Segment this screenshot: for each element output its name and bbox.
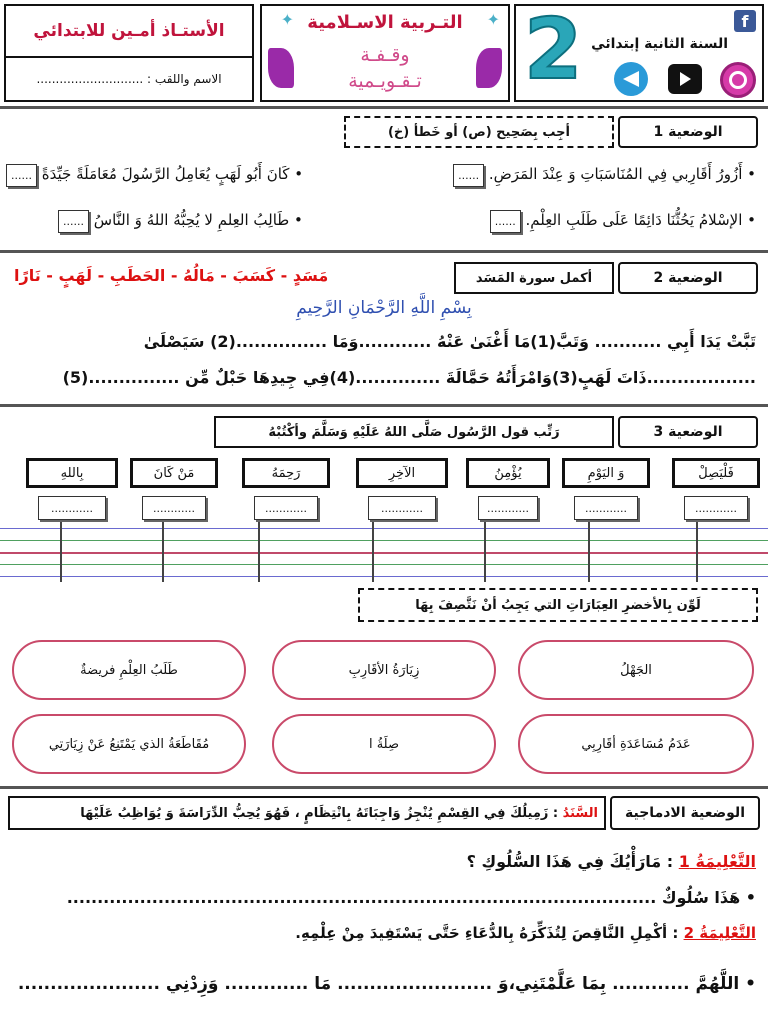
header-teacher-box: [4, 4, 254, 102]
eval-title-line2: تـقـويـمية: [348, 70, 422, 92]
dua-line[interactable]: [18, 974, 756, 994]
tf-item-1-blank[interactable]: ......: [453, 164, 484, 187]
color-instruction: لَوِّن بِالأخضرِ العِبَارَاتِ التي يَجِبُ أنْ نَتَّصِفَ بِهَا: [358, 588, 758, 622]
cloud-option-5[interactable]: صِلَةُ ا: [272, 714, 496, 774]
tf-item-2: [6, 164, 303, 187]
writing-lines: [0, 522, 768, 582]
order-answer-box[interactable]: ............: [142, 496, 206, 520]
sanad-label: السَّنَدُ: [562, 805, 598, 821]
grade-number: 2: [524, 0, 583, 98]
word-bank: مَسَدٍ - كَسَبَ - مَالُهُ - الحَطَبِ - لَهَبٍ - نَارًا: [14, 266, 329, 285]
line-tick: [696, 522, 698, 582]
facebook-icon: f: [734, 10, 756, 32]
instagram-icon: [720, 62, 756, 98]
task-2-text: : أكْمِلِ النَّاقِصَ لِتُذَكِّرَهُ بِالدُّعَاءِ حَتَّى يَسْتَفِيدَ مِنْ عِلْمِهِ.: [295, 924, 679, 942]
divider: [0, 404, 768, 407]
line-tick: [162, 522, 164, 582]
eval-title-line1: وقـفـة: [360, 44, 410, 66]
order-answer-box[interactable]: ............: [574, 496, 638, 520]
subject-title: التـربية الاسـلامية: [307, 12, 463, 33]
divider: [0, 250, 768, 253]
tf-item-1-text: أَزُورُ أَقَارِبي فِي المُنَاسَبَاتِ وَ عِنْدَ المَرَضِ.: [488, 165, 743, 183]
task-2-label: التَّعْلِيمَةُ 2: [683, 924, 756, 942]
sanad-text: : زَمِيلُكَ فِي القِسْمِ يُنْجِزُ وَاجِبَاتَهُ بِانْتِظَامٍ ، فَهُوَ يُحِبُّ الدِّرَاسَةَ وَ يُوَاظِبُ عَلَيْهَا: [80, 805, 559, 821]
divider: [0, 786, 768, 789]
cloud-option-2[interactable]: زِيَارَةُ الأقَارِبِ: [272, 640, 496, 700]
task-1-answer[interactable]: [67, 888, 756, 907]
tf-item-1: [453, 164, 756, 187]
leaf-decoration-right: [476, 48, 502, 88]
student-name-field[interactable]: الاسم واللقب : ............................: [36, 72, 222, 86]
situation-3-label: الوضعية 3: [618, 416, 758, 448]
basmala: بِسْمِ اللَّهِ الرَّحْمَانِ الرَّحِيمِ: [296, 298, 472, 318]
line-tick: [60, 522, 62, 582]
bullet: •: [742, 211, 756, 229]
task-1-text: : مَارَأْيُكَ فِي هَذَا السُّلُوكِ ؟: [466, 852, 674, 871]
divider: [0, 106, 768, 109]
bullet: •: [740, 888, 756, 907]
tf-item-4: [58, 210, 303, 233]
situation-1-label: الوضعية 1: [618, 116, 758, 148]
tf-item-2-blank[interactable]: ......: [6, 164, 37, 187]
word-card[interactable]: بِاللهِ: [26, 458, 118, 488]
situation-3-instruction: رَتِّب قول الرَّسُول صَلَّى اللهُ عَلَيْهِ وَسَلَّمَ وأكْتُبْهُ: [214, 416, 614, 448]
task-2: [295, 924, 756, 942]
situation-2-instruction: أكمل سورة المَسَد: [454, 262, 614, 294]
bullet: •: [739, 974, 756, 994]
teacher-name: الأستـاذ أمـين للابتدائي: [6, 6, 252, 58]
tf-item-4-blank[interactable]: ......: [58, 210, 89, 233]
grade-label: السنة الثانية إبتدائي: [591, 36, 728, 52]
order-answer-box[interactable]: ............: [254, 496, 318, 520]
order-answer-box[interactable]: ............: [368, 496, 436, 520]
cloud-option-3[interactable]: طَلَبُ العِلْمِ فريضةٌ: [12, 640, 246, 700]
tf-item-3: [490, 210, 756, 233]
youtube-icon: [668, 64, 702, 94]
dua-text[interactable]: اللَّهُمَّ ............ بِمَا عَلَّمْتَنِي،وَ ........................ مَا ............. وَزِدْنِي ......................: [17, 974, 740, 994]
word-card[interactable]: وَ اليَوْمِ: [562, 458, 650, 488]
word-card[interactable]: يُؤْمِنُ: [466, 458, 550, 488]
surah-line-2[interactable]: ..................ذَاتَ لَهَبٍ(3)وَامْرَأَتُهُ حَمَّالَةَ ..............(4)فِي جِيدِهَا حَبْلٌ مِّن ...............(5): [62, 368, 756, 387]
tf-item-4-text: طَالِبُ العِلمِ لا يُحِبُّهُ اللهُ وَ النَّاسُ: [93, 211, 290, 229]
bullet: •: [742, 165, 756, 183]
order-answer-box[interactable]: ............: [684, 496, 748, 520]
header-subject-box: [260, 4, 510, 102]
sparkle-decoration-right: ✦: [486, 10, 500, 29]
tf-item-2-text: كَانَ أَبُو لَهَبٍ يُعَامِلُ الرَّسُولَ مُعَامَلَةً جَيِّدَةً: [41, 165, 290, 183]
telegram-icon: [614, 62, 648, 96]
situation-2-label: الوضعية 2: [618, 262, 758, 294]
tf-item-3-text: الإسْلامُ يَحُثُّنَا دَائِمًا عَلَى طَلَبِ العِلْمِ.: [525, 211, 743, 229]
line-tick: [484, 522, 486, 582]
line-tick: [588, 522, 590, 582]
cloud-option-4[interactable]: عَدَمُ مُسَاعَدَةِ أقَارِبِي: [518, 714, 754, 774]
order-answer-box[interactable]: ............: [478, 496, 538, 520]
line-tick: [258, 522, 260, 582]
situation-1-instruction: أجِب بِصَحِيح (ص) أو خَطأ (خ): [344, 116, 614, 148]
header-grade-box: [514, 0, 764, 102]
cloud-option-6[interactable]: مُقَاطَعَةُ الذي يَمْتَنِعُ عَنْ زِيَارَتِي: [12, 714, 246, 774]
integration-label: الوضعية الادماجية: [610, 796, 760, 830]
task-1-label: التَّعْلِيمَةُ 1: [678, 852, 756, 871]
order-answer-box[interactable]: ............: [38, 496, 106, 520]
sanad-box: [8, 796, 606, 830]
task-1-answer-line[interactable]: هَذَا سُلُوكٌ .................................................................................................: [66, 888, 741, 907]
task-1: [467, 852, 756, 871]
word-card[interactable]: مَنْ كَانَ: [130, 458, 218, 488]
leaf-decoration-left: [268, 48, 294, 88]
bullet: •: [289, 165, 304, 183]
sparkle-decoration-left: ✦: [280, 10, 294, 29]
word-card[interactable]: الآخِرِ: [356, 458, 448, 488]
word-card[interactable]: فَلْيَصِلْ: [672, 458, 760, 488]
line-tick: [372, 522, 374, 582]
bullet: •: [289, 211, 303, 229]
tf-item-3-blank[interactable]: ......: [490, 210, 521, 233]
cloud-option-1[interactable]: الجَهْلُ: [518, 640, 754, 700]
surah-line-1[interactable]: تَبَّتْ يَدَا أَبِي ........... وَتَبَّ(1)مَا أَغْنَىٰ عَنْهُ ............وَمَا ...............(2) سَيَصْلَىٰ: [143, 332, 756, 351]
word-card[interactable]: رَحِمَهُ: [242, 458, 330, 488]
